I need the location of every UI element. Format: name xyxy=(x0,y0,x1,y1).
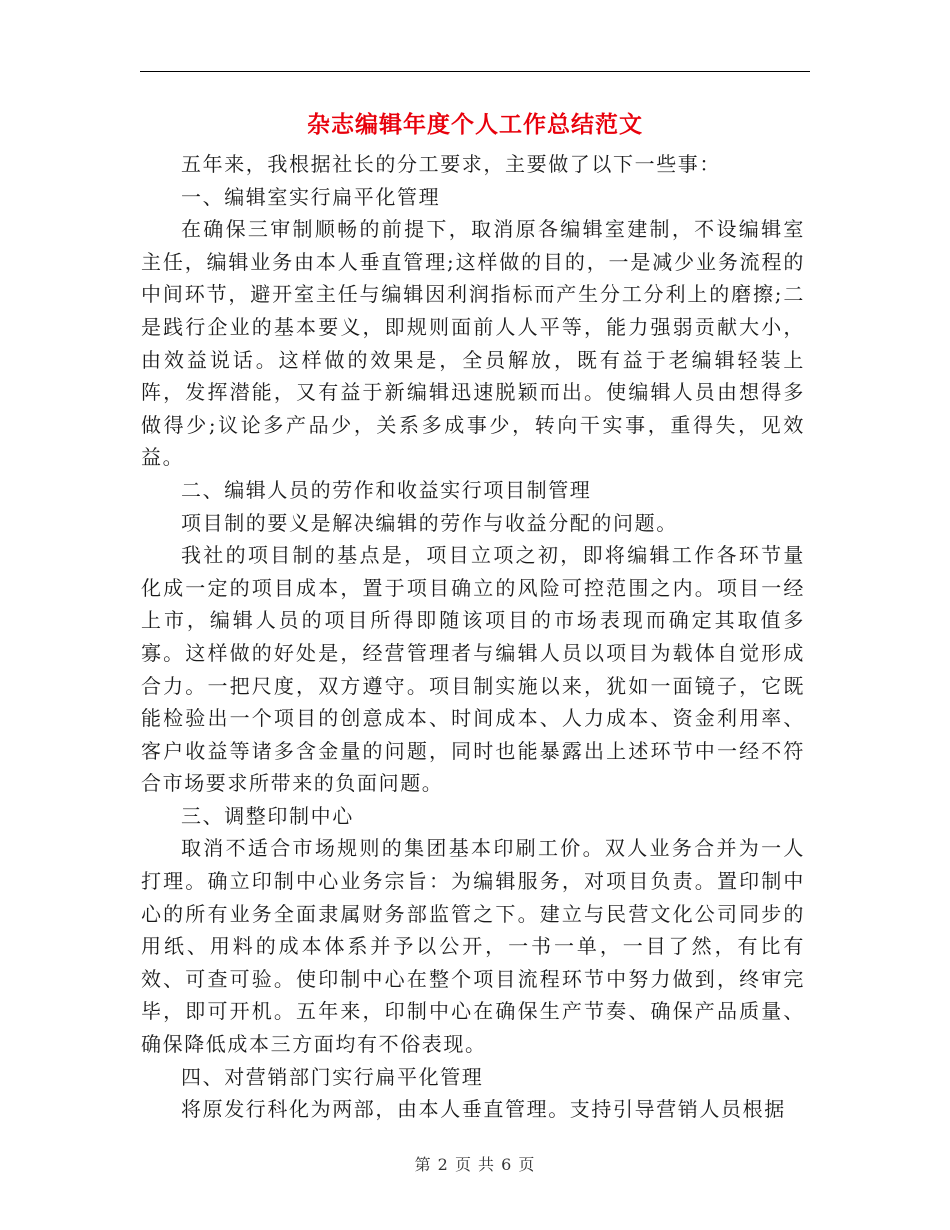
page-number: 第 2 页 共 6 页 xyxy=(414,1155,536,1174)
paragraph: 在确保三审制顺畅的前提下，取消原各编辑室建制，不设编辑室主任，编辑业务由本人垂直管理;这样做的目的，一是减少业务流程的中间环节，避开室主任与编辑因利润指标而产生分工分利上的磨擦;二是践行企业的基本要义，即规则面前人人平等，能力强弱贡献大小，由效益说话。这样做的效果是，全员解放，既有益于老编辑轻装上阵，发挥潜能，又有益于新编辑迅速脱颖而出。使编辑人员由想得多做得少;议论多产品少，关系多成事少，转向干实事，重得失，见效益。 xyxy=(141,217,805,470)
document-title: 杂志编辑年度个人工作总结范文 xyxy=(307,112,643,138)
paragraph: 取消不适合市场规则的集团基本印刷工价。双人业务合并为一人打理。确立印制中心业务宗旨：为编辑服务，对项目负责。置印制中心的所有业务全面隶属财务部监管之下。建立与民营文化公司同步的用纸、用料的成本体系并予以公开，一书一单，一目了然，有比有效、可查可验。使印制中心在整个项目流程环节中努力做到，终审完毕，即可开机。五年来，印制中心在确保生产节奏、确保产品质量、确保降低成本三方面均有不俗表现。 xyxy=(141,836,805,1057)
section-heading: 一、编辑室实行扁平化管理 xyxy=(181,184,441,209)
paragraph: 将原发行科化为两部，由本人垂直管理。支持引导营销人员根据 xyxy=(181,1097,786,1122)
paragraph: 我社的项目制的基点是，项目立项之初，即将编辑工作各环节量化成一定的项目成本，置于项目确立的风险可控范围之内。项目一经上市，编辑人员的项目所得即随该项目的市场表现而确定其取值多寡。这样做的好处是，经营管理者与编辑人员以项目为载体自觉形成合力。一把尺度，双方遵守。项目制实施以来，犹如一面镜子，它既能检验出一个项目的创意成本、时间成本、人力成本、资金利用率、客户收益等诸多含金量的问题，同时也能暴露出上述环节中一经不符合市场要求所带来的负面问题。 xyxy=(141,543,805,796)
header-rule xyxy=(140,71,810,72)
paragraph: 五年来，我根据社长的分工要求，主要做了以下一些事： xyxy=(181,152,721,176)
section-heading: 三、调整印制中心 xyxy=(181,803,354,828)
section-heading: 二、编辑人员的劳作和收益实行项目制管理 xyxy=(181,477,592,502)
paragraph: 项目制的要义是解决编辑的劳作与收益分配的问题。 xyxy=(181,510,678,535)
section-heading: 四、对营销部门实行扁平化管理 xyxy=(181,1064,484,1089)
document-body xyxy=(141,148,805,1126)
